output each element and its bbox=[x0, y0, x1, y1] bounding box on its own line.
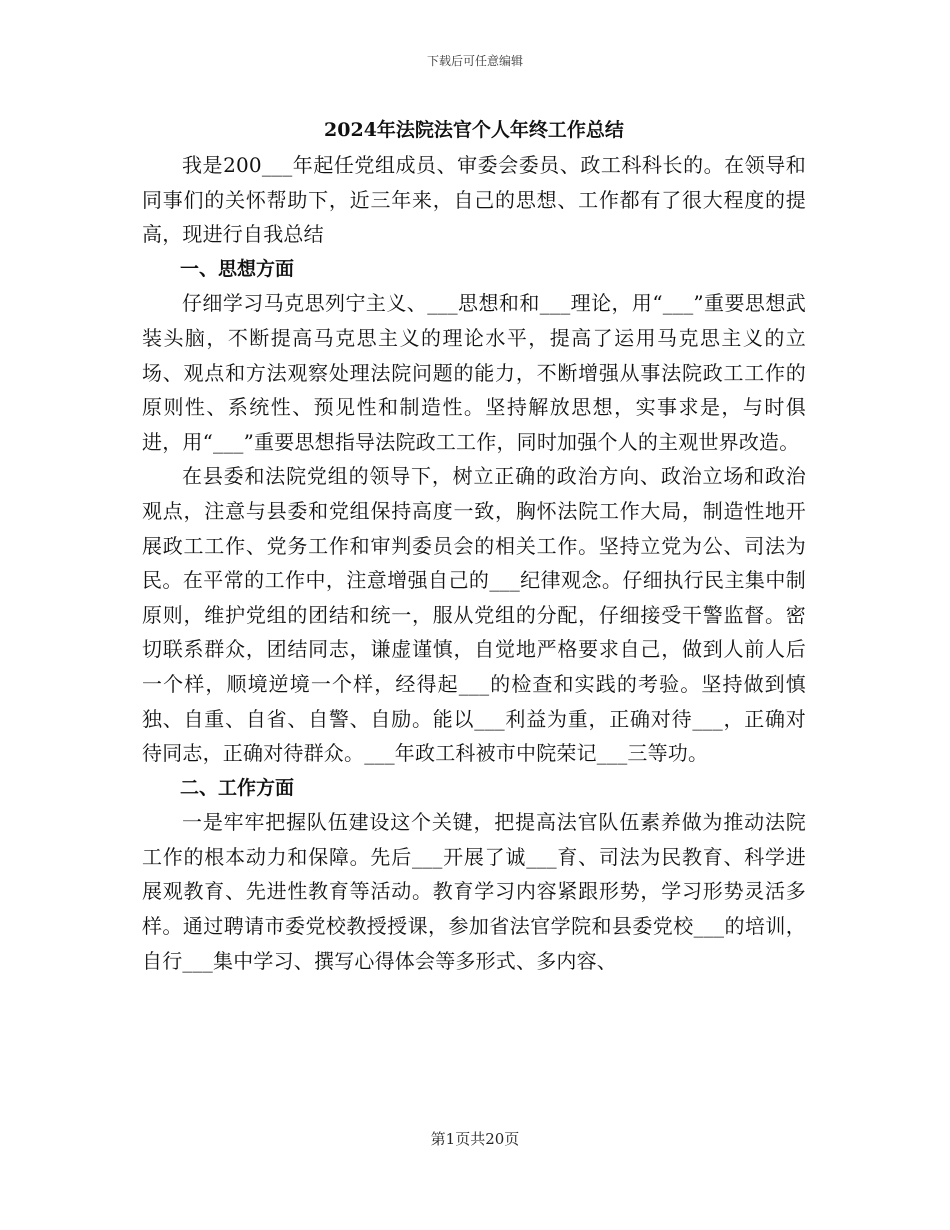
page-number: 第1页共20页 bbox=[430, 1130, 520, 1148]
work-paragraph-1: 一是牢牢把握队伍建设这个关键，把提高法官队伍素养做为推动法院工作的根本动力和保障。先后___开展了诚___育、司法为民教育、科学进展观教育、先进性教育等活动。教育学习内容紧跟形势，学习形势灵活多样。通过聘请市委党校教授授课，参加省法官学院和县委党校___的培训，自行___集中学习、撰写心得体会等多形式、多内容、 bbox=[142, 810, 806, 973]
header-note: 下载后可任意编辑 bbox=[426, 54, 523, 68]
section-heading-work: 二、工作方面 bbox=[180, 776, 295, 799]
document-title: 2024年法院法官个人年终工作总结 bbox=[324, 119, 624, 141]
section-heading-thought: 一、思想方面 bbox=[180, 257, 295, 280]
thought-paragraph-2: 在县委和法院党组的领导下，树立正确的政治方向、政治立场和政治观点，注意与县委和党组保持高度一致，胸怀法院工作大局，制造性地开展政工工作、党务工作和审判委员会的相关工作。坚持立党为公、司法为民。在平常的工作中，注意增强自己的___纪律观念。仔细执行民主集中制原则，维护党组的团结和统一，服从党组的分配，仔细接受干警监督。密切联系群众，团结同志，谦虚谨慎，自觉地严格要求自己，做到人前人后一个样，顺境逆境一个样，经得起___的检查和实践的考验。坚持做到慎独、自重、自省、自警、自励。能以___利益为重，正确对待___，正确对待同志，正确对待群众。___年政工科被市中院荣记___三等功。 bbox=[142, 464, 806, 766]
thought-paragraph-1: 仔细学习马克思列宁主义、___思想和和___理论，用“___”重要思想武装头脑，不断提高马克思主义的理论水平，提高了运用马克思主义的立场、观点和方法观察处理法院问题的能力，不断增强从事法院政工工作的原则性、系统性、预见性和制造性。坚持解放思想，实事求是，与时俱进，用“___”重要思想指导法院政工工作，同时加强个人的主观世界改造。 bbox=[142, 291, 806, 454]
document-body bbox=[142, 108, 806, 978]
intro-paragraph: 我是200___年起任党组成员、审委会委员、政工科科长的。在领导和同事们的关怀帮助下，近三年来，自己的思想、工作都有了很大程度的提高，现进行自我总结 bbox=[142, 153, 806, 247]
